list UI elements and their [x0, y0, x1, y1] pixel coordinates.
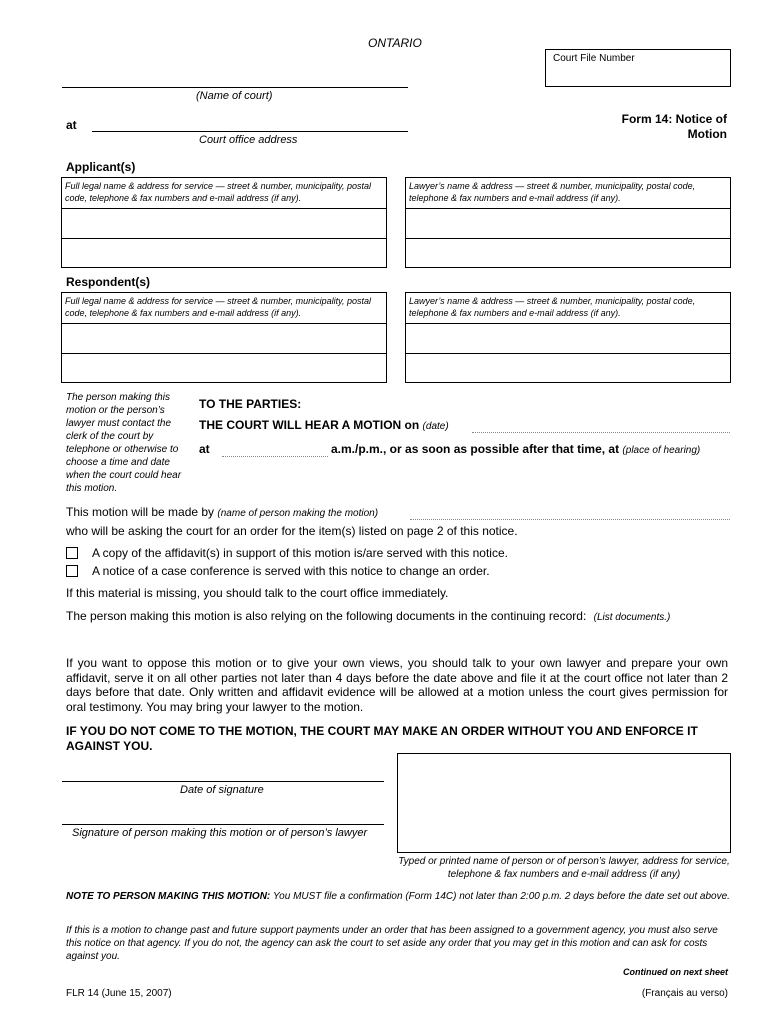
applicants-heading: Applicant(s) — [66, 160, 136, 174]
applicant-lawyer-header: Lawyer’s name & address — street & number, municipality, postal code, telephone & fax numbers and e-mail address (if any). — [409, 181, 696, 203]
place-hint: (place of hearing) — [622, 445, 701, 456]
made-by-text — [66, 505, 378, 519]
at-time-label: at — [199, 442, 210, 456]
relying-text — [66, 609, 670, 623]
signature-label: Signature of person making this motion or of person’s lawyer — [72, 827, 368, 839]
applicant-party-header: Full legal name & address for service — street & number, municipality, postal code, telephone & fax numbers and e-mail address (if any). — [65, 181, 371, 203]
form-id: FLR 14 (June 15, 2007) — [66, 988, 172, 999]
court-office-address-label: Court office address — [199, 134, 298, 146]
form-title-line1: Form 14: Notice of — [621, 112, 727, 126]
side-note: The person making this motion or the person’s lawyer must contact the clerk of the court by telephone or otherwise to choose a time and date when the court could hear this motion. — [66, 392, 182, 494]
at-label: at — [66, 118, 77, 132]
form-title-line2: Motion — [687, 127, 727, 141]
applicant-lawyer-cell[interactable] — [405, 177, 731, 268]
affidavit-checkbox[interactable] — [66, 547, 78, 559]
case-conference-checkbox-label: A notice of a case conference is served with this notice to change an order. — [92, 564, 490, 578]
typed-name-label: Typed or printed name of person or of person’s lawyer, address for service, telephone & fax numbers and e-mail address (if any) — [398, 856, 730, 880]
row-divider — [406, 323, 730, 324]
note-bold: NOTE TO PERSON MAKING THIS MOTION: — [66, 891, 271, 902]
row-divider — [62, 238, 386, 239]
date-of-signature-label: Date of signature — [180, 784, 264, 796]
court-file-number-label: Court File Number — [553, 53, 635, 64]
made-by-line[interactable] — [410, 519, 730, 520]
relying-label: The person making this motion is also relying on the following documents in the continuing record: — [66, 609, 587, 623]
affidavit-checkbox-label: A copy of the affidavit(s) in support of this motion is/are served with this notice. — [92, 546, 508, 560]
typed-name-box[interactable] — [397, 753, 731, 853]
time-text-main: a.m./p.m., or as soon as possible after that time, at — [331, 442, 620, 456]
hearing-time-line[interactable] — [222, 456, 328, 457]
name-of-court-label: (Name of court) — [196, 90, 273, 102]
row-divider — [62, 323, 386, 324]
time-text — [331, 442, 700, 456]
note-to-person — [66, 890, 730, 903]
to-parties-label: TO THE PARTIES: — [199, 397, 302, 411]
court-will-hear-text: THE COURT WILL HEAR A MOTION on — [199, 418, 420, 432]
name-of-court-line[interactable] — [62, 87, 408, 88]
respondent-lawyer-cell[interactable] — [405, 292, 731, 383]
made-by-hint: (name of person making the motion) — [217, 508, 379, 519]
continued-label: Continued on next sheet — [622, 967, 728, 977]
row-divider — [406, 208, 730, 209]
row-divider — [62, 353, 386, 354]
french-label: (Français au verso) — [641, 988, 728, 999]
support-note: If this is a motion to change past and future support payments under an order that has been assigned to a government agency, you must also serve this notice on that agency. If you do not, the agency can ask the court to set aside any order that you may get in this motion and can ask for costs against you. — [66, 925, 718, 962]
court-file-number-box[interactable] — [545, 49, 731, 87]
relying-hint: (List documents.) — [593, 612, 671, 623]
form-title — [622, 112, 727, 142]
case-conference-checkbox[interactable] — [66, 565, 78, 577]
respondent-party-header: Full legal name & address for service — street & number, municipality, postal code, telephone & fax numbers and e-mail address (if any). — [65, 296, 371, 318]
hearing-date-line[interactable] — [472, 432, 730, 433]
missing-material-text: If this material is missing, you should talk to the court office immediately. — [66, 586, 449, 600]
respondent-lawyer-header: Lawyer’s name & address — street & number, municipality, postal code, telephone & fax numbers and e-mail address (if any). — [409, 296, 696, 318]
row-divider — [406, 238, 730, 239]
row-divider — [62, 208, 386, 209]
respondent-party-cell[interactable] — [61, 292, 387, 383]
made-by-label: This motion will be made by — [66, 505, 215, 519]
court-will-hear-label — [199, 418, 449, 432]
respondents-heading: Respondent(s) — [66, 275, 150, 289]
province-label: ONTARIO — [368, 36, 422, 50]
asking-line: who will be asking the court for an order for the item(s) listed on page 2 of this notice. — [66, 524, 518, 538]
note-text: You MUST file a confirmation (Form 14C) not later than 2:00 p.m. 2 days before the date set out above. — [273, 891, 730, 902]
date-hint: (date) — [422, 421, 449, 432]
applicant-party-cell[interactable] — [61, 177, 387, 268]
warning-text: IF YOU DO NOT COME TO THE MOTION, THE COURT MAY MAKE AN ORDER WITHOUT YOU AND ENFORCE IT AGAINST YOU. — [66, 724, 698, 753]
oppose-paragraph: If you want to oppose this motion or to give your own views, you should talk to your own lawyer and prepare your own affidavit, serve it on all other parties not later than 4 days before the date above and file it at the court office not later than 2 days before that date. Only written and affidavit evidence will be allowed at a motion unless the court gives permission for oral testimony. You may bring your lawyer to the motion. — [66, 656, 728, 715]
date-of-signature-line[interactable] — [62, 781, 384, 782]
signature-line[interactable] — [62, 824, 384, 825]
court-office-address-line[interactable] — [92, 131, 408, 132]
row-divider — [406, 353, 730, 354]
